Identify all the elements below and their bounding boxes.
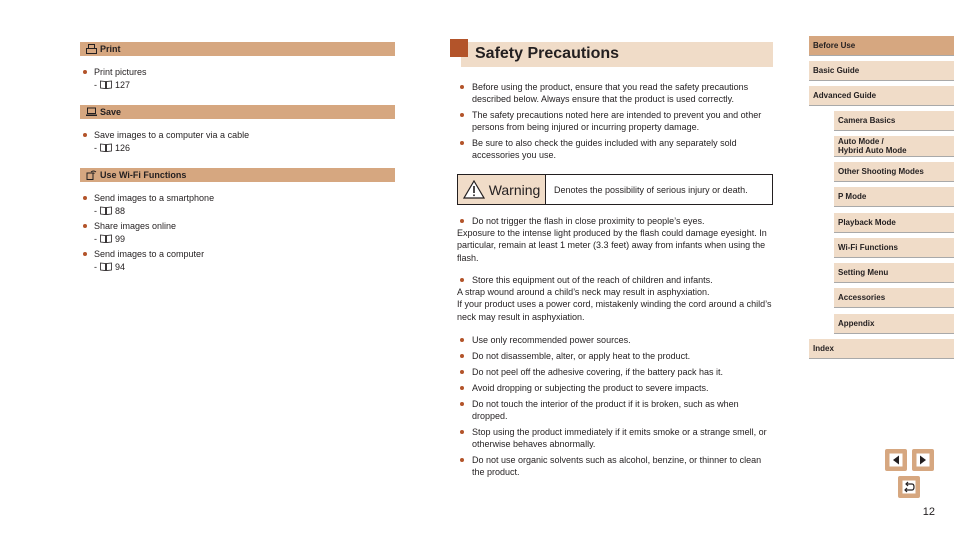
page-reference-link[interactable]: - 88 <box>94 205 126 216</box>
nav-setting-menu[interactable]: Setting Menu <box>834 263 954 283</box>
rules-list <box>457 334 775 482</box>
page-title: Safety Precautions <box>475 45 620 62</box>
previous-page-button[interactable] <box>885 449 907 471</box>
section-header-print <box>80 42 395 56</box>
list-item: Save images to a computer via a cable <box>80 129 395 142</box>
list-item: The safety precautions noted here are intended to prevent you and other persons from being injured or incurring property damage. <box>457 109 775 133</box>
save-list <box>80 129 395 154</box>
wifi-functions-icon <box>86 170 97 180</box>
page-number: 12 <box>922 506 935 518</box>
page-reference-link[interactable]: - 126 <box>94 142 131 153</box>
nav-auto-mode-line2: Hybrid Auto Mode <box>838 146 907 155</box>
list-item: Do not peel off the adhesive covering, if the battery pack has it. <box>457 366 775 378</box>
list-item: Avoid dropping or subjecting the product to severe impacts. <box>457 382 775 394</box>
list-item: Store this equipment out of the reach of children and infants. <box>457 274 775 286</box>
nav-appendix[interactable]: Appendix <box>834 314 954 334</box>
nav-index[interactable]: Index <box>809 339 954 359</box>
warning-label-cell <box>458 175 546 204</box>
warning-triangle-icon <box>463 180 485 199</box>
title-marker <box>450 39 468 57</box>
page-reference-link[interactable]: - 127 <box>94 79 131 90</box>
book-icon <box>100 234 112 243</box>
return-arrow-icon <box>902 480 916 494</box>
list-item: Send images to a computer <box>80 248 395 261</box>
page-reference-link[interactable]: - 94 <box>94 261 126 272</box>
page-number-ref: 94 <box>115 261 126 272</box>
nav-other-shooting-modes[interactable]: Other Shooting Modes <box>834 162 954 182</box>
nav-basic-guide[interactable]: Basic Guide <box>809 61 954 81</box>
page-reference-link[interactable]: - 99 <box>94 233 126 244</box>
page-number-ref: 88 <box>115 205 126 216</box>
list-item: Before using the product, ensure that you read the safety precautions described below. Always ensure that the product is used correctly. <box>457 81 775 105</box>
section-header-save <box>80 105 395 119</box>
section-title-print: Print <box>100 44 121 54</box>
section-title-wifi: Use Wi-Fi Functions <box>100 170 187 180</box>
nav-before-use[interactable]: Before Use <box>809 36 954 56</box>
list-item: Do not touch the interior of the product if it is broken, such as when dropped. <box>457 398 775 422</box>
list-item: Send images to a smartphone <box>80 192 395 205</box>
page-number-ref: 126 <box>115 142 131 153</box>
nav-playback-mode[interactable]: Playback Mode <box>834 213 954 233</box>
page-number-ref: 99 <box>115 233 126 244</box>
computer-icon <box>86 107 97 117</box>
nav-camera-basics[interactable]: Camera Basics <box>834 111 954 131</box>
paragraph-text: A strap wound around a child’s neck may result in asphyxiation. <box>457 287 710 298</box>
triangle-left-icon <box>889 453 903 467</box>
list-item: Stop using the product immediately if it emits smoke or a strange smell, or otherwise behaves abnormally. <box>457 426 775 450</box>
section-title-save: Save <box>100 107 122 117</box>
book-icon <box>100 206 112 215</box>
nav-accessories[interactable]: Accessories <box>834 288 954 308</box>
list-item: Do not use organic solvents such as alcohol, benzine, or thinner to clean the product. <box>457 454 775 478</box>
paragraph-text: Exposure to the intense light produced by the flash could damage eyesight. In particular, remain at least 1 meter (3.3 feet) away from infants when using the flash. <box>457 228 767 263</box>
triangle-right-icon <box>916 453 930 467</box>
book-icon <box>100 143 112 152</box>
section-header-wifi <box>80 168 395 182</box>
page-number-ref: 127 <box>115 79 131 90</box>
list-item: Print pictures <box>80 66 395 79</box>
warning-description: Denotes the possibility of serious injury or death. <box>554 184 748 195</box>
book-icon <box>100 80 112 89</box>
print-list <box>80 66 395 91</box>
nav-wifi-functions[interactable]: Wi-Fi Functions <box>834 238 954 258</box>
paragraph-text: If your product uses a power cord, mistakenly winding the cord around a child’s neck may result in asphyxiation. <box>457 299 772 322</box>
children-warning <box>457 274 775 323</box>
list-item: Use only recommended power sources. <box>457 334 775 346</box>
return-button[interactable] <box>898 476 920 498</box>
print-icon <box>86 44 97 54</box>
nav-auto-mode-line1: Auto Mode / <box>838 137 884 146</box>
nav-advanced-guide[interactable]: Advanced Guide <box>809 86 954 106</box>
book-icon <box>100 262 112 271</box>
list-item: Share images online <box>80 220 395 233</box>
warning-box <box>457 174 773 205</box>
wifi-list <box>80 192 395 273</box>
list-item: Do not trigger the flash in close proximity to people’s eyes. <box>457 215 775 227</box>
list-item: Do not disassemble, alter, or apply heat to the product. <box>457 350 775 362</box>
intro-list <box>457 81 775 165</box>
nav-p-mode[interactable]: P Mode <box>834 187 954 207</box>
nav-auto-mode[interactable] <box>834 136 954 157</box>
flash-warning <box>457 215 775 264</box>
next-page-button[interactable] <box>912 449 934 471</box>
list-item: Be sure to also check the guides included with any separately sold accessories you use. <box>457 137 775 161</box>
warning-label: Warning <box>488 181 541 198</box>
